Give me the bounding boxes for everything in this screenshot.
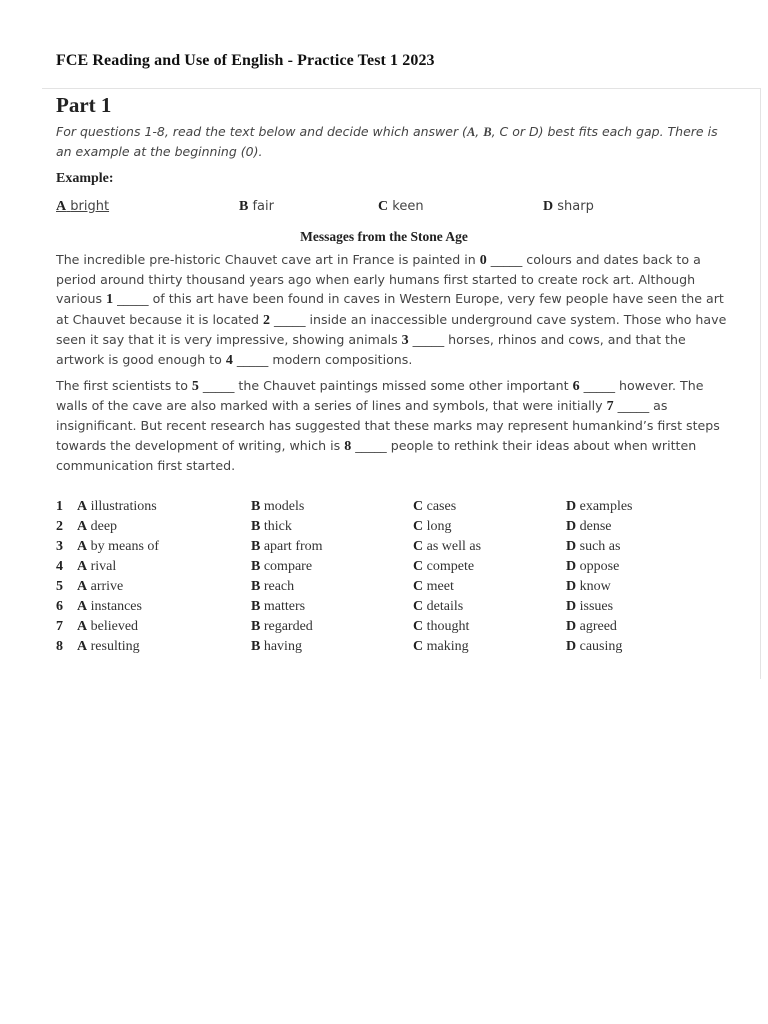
option-c <box>413 579 454 595</box>
option-letter: D <box>566 519 577 534</box>
option-letter: D <box>566 619 577 634</box>
option-text: having <box>263 639 302 654</box>
option-letter: C <box>413 519 424 534</box>
option-a <box>77 499 157 515</box>
question-row <box>56 499 736 519</box>
question-row <box>56 619 736 639</box>
option-letter: D <box>566 499 577 514</box>
question-number: 8 <box>56 639 63 654</box>
option-text: apart from <box>263 539 323 554</box>
option-text: long <box>426 519 452 534</box>
option-letter: B <box>251 559 261 574</box>
question-row <box>56 639 736 659</box>
option-c <box>413 499 456 515</box>
document-title: FCE Reading and Use of English - Practice Test 1 2023 <box>56 52 435 69</box>
example-option-a: A bright <box>56 199 110 214</box>
option-a <box>77 579 123 595</box>
option-letter: C <box>413 639 424 654</box>
option-text: compete <box>426 559 475 574</box>
option-b <box>251 499 304 515</box>
option-b <box>251 619 313 635</box>
option-letter: C <box>413 559 424 574</box>
option-text: illustrations <box>90 499 157 514</box>
option-text: dense <box>579 519 612 534</box>
option-c <box>413 639 469 655</box>
option-text: meet <box>426 579 454 594</box>
example-label: Example: <box>56 171 114 186</box>
option-a <box>77 539 159 555</box>
option-text: compare <box>263 559 313 574</box>
question-row <box>56 539 736 559</box>
option-letter: C <box>413 499 424 514</box>
paragraph-1: The incredible pre-historic Chauvet cave art in France is painted in 0 _____ colours and dates back to a period around thirty thousand years ago when early humans first started to create rock art. Although various 1 _____ of this art have been found in caves in Western Europe, very few people have seen the art at Chauvet because it is located 2 _____ inside an inaccessible underground cave system. Those who have seen it say that it is very impressive, showing animals 3 _____ horses, rhinos and cows, and that the artwork is good enough to 4 _____ modern compositions. <box>56 252 727 369</box>
example-option-c: C keen <box>378 199 424 214</box>
option-text: issues <box>579 599 614 614</box>
option-b <box>251 559 312 575</box>
option-letter: D <box>566 639 577 654</box>
option-text: believed <box>90 619 139 634</box>
question-number: 7 <box>56 619 63 634</box>
option-text: thought <box>426 619 470 634</box>
option-letter: C <box>413 579 424 594</box>
option-letter: C <box>413 599 424 614</box>
option-letter: D <box>566 579 577 594</box>
option-text: agreed <box>579 619 617 634</box>
option-text: details <box>426 599 464 614</box>
option-c <box>413 539 481 555</box>
option-text: deep <box>90 519 118 534</box>
option-text: arrive <box>90 579 124 594</box>
text-title: Messages from the Stone Age <box>300 229 468 244</box>
option-letter: B <box>251 599 261 614</box>
option-b <box>251 579 294 595</box>
option-d <box>566 499 633 515</box>
option-letter: B <box>251 519 261 534</box>
option-text: reach <box>263 579 295 594</box>
option-text: making <box>426 639 469 654</box>
option-text: models <box>263 499 305 514</box>
option-d <box>566 559 619 575</box>
option-text: oppose <box>579 559 620 574</box>
question-number: 3 <box>56 539 63 554</box>
option-d <box>566 539 620 555</box>
option-letter: C <box>413 539 424 554</box>
option-text: matters <box>263 599 306 614</box>
option-letter: A <box>77 579 88 594</box>
option-letter: A <box>77 639 88 654</box>
option-a <box>77 619 138 635</box>
option-a <box>77 519 117 535</box>
option-b <box>251 599 305 615</box>
option-text: rival <box>90 559 117 574</box>
option-letter: D <box>566 559 577 574</box>
instructions: For questions 1-8, read the text below and decide which answer (A, B, C or D) best fits each gap. There is an example at the beginning (0). <box>56 124 718 159</box>
option-a <box>77 559 116 575</box>
option-a <box>77 599 142 615</box>
option-text: by means of <box>90 539 160 554</box>
question-number: 1 <box>56 499 63 514</box>
option-c <box>413 599 463 615</box>
option-text: resulting <box>90 639 140 654</box>
option-text: such as <box>579 539 621 554</box>
option-letter: D <box>566 539 577 554</box>
option-text: as well as <box>426 539 482 554</box>
option-a <box>77 639 140 655</box>
option-d <box>566 599 613 615</box>
question-number: 6 <box>56 599 63 614</box>
option-b <box>251 639 302 655</box>
option-b <box>251 519 292 535</box>
question-number: 4 <box>56 559 63 574</box>
question-row <box>56 599 736 619</box>
option-text: thick <box>263 519 292 534</box>
option-b <box>251 539 323 555</box>
option-d <box>566 579 611 595</box>
option-d <box>566 519 612 535</box>
option-letter: B <box>251 499 261 514</box>
option-letter: C <box>413 619 424 634</box>
option-text: know <box>579 579 611 594</box>
question-row <box>56 519 736 539</box>
example-option-b: B fair <box>239 199 274 214</box>
option-letter: A <box>77 519 88 534</box>
option-letter: B <box>251 639 261 654</box>
option-text: cases <box>426 499 457 514</box>
option-text: instances <box>90 599 142 614</box>
question-number: 2 <box>56 519 63 534</box>
option-text: examples <box>579 499 633 514</box>
option-d <box>566 639 622 655</box>
example-option-d: D sharp <box>543 199 594 214</box>
option-letter: A <box>77 619 88 634</box>
question-row <box>56 559 736 579</box>
option-letter: B <box>251 579 261 594</box>
paragraph-2: The first scientists to 5 _____ the Chauvet paintings missed some other important 6 _____ however. The walls of the cave are also marked with a series of lines and symbols, that were initially 7 _____ as insignificant. But recent research has suggested that these marks may represent humankind’s first steps towards the development of writing, which is 8 _____ people to rethink their ideas about when written communication first started. <box>56 378 720 473</box>
part-heading: Part 1 <box>56 93 112 117</box>
option-letter: A <box>77 559 88 574</box>
option-c <box>413 559 474 575</box>
option-letter: B <box>251 619 261 634</box>
option-letter: A <box>77 539 88 554</box>
question-row <box>56 579 736 599</box>
question-number: 5 <box>56 579 63 594</box>
option-letter: A <box>77 599 88 614</box>
option-c <box>413 519 452 535</box>
option-text: regarded <box>263 619 313 634</box>
option-text: causing <box>579 639 623 654</box>
option-c <box>413 619 469 635</box>
option-letter: A <box>77 499 88 514</box>
option-d <box>566 619 617 635</box>
option-letter: D <box>566 599 577 614</box>
option-letter: B <box>251 539 261 554</box>
